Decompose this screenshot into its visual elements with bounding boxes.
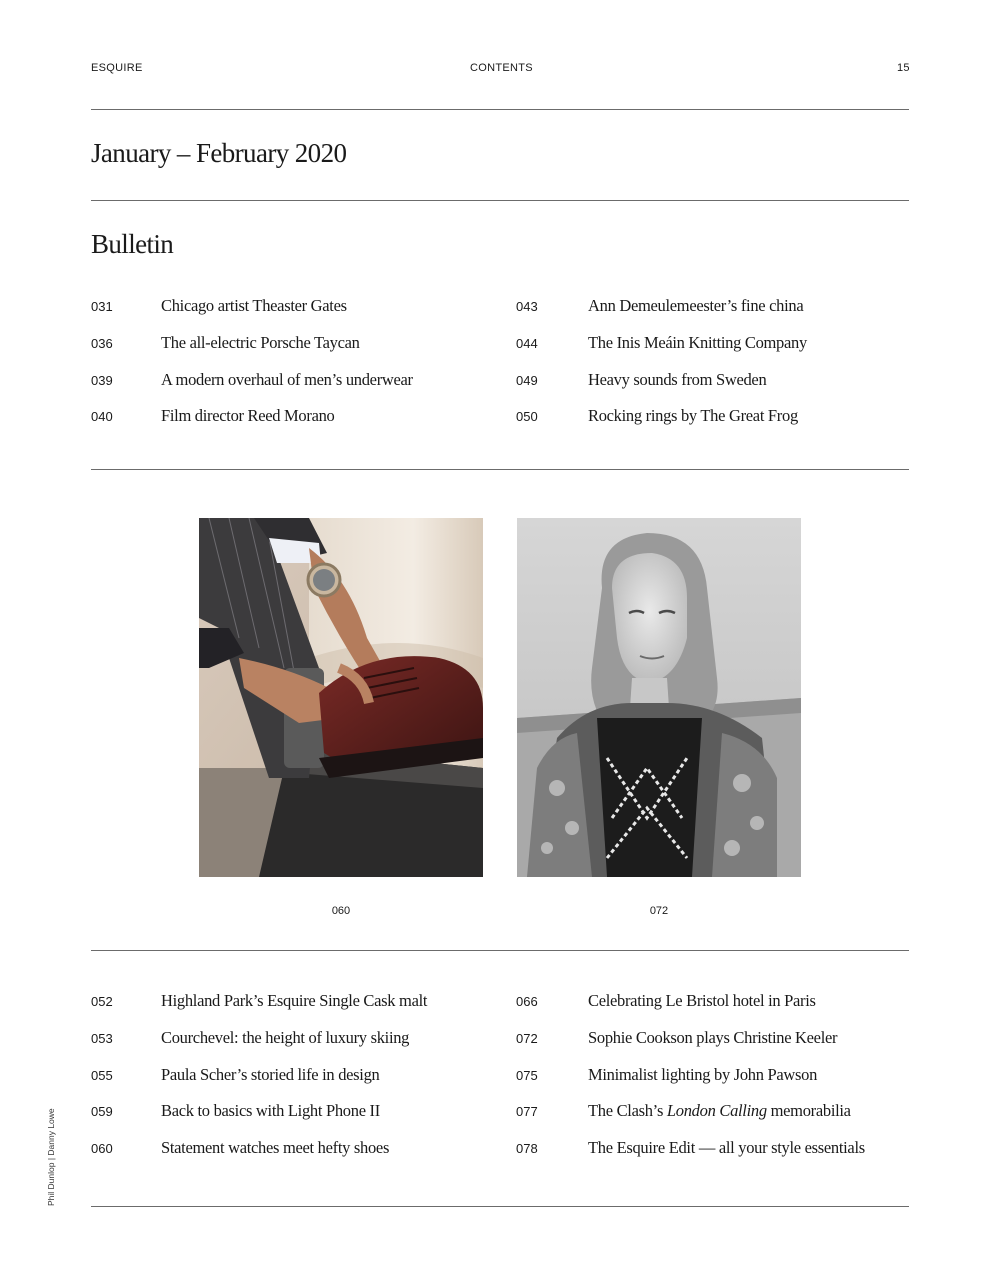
entry-page-number: 052 (91, 994, 113, 1009)
entry-page-number: 053 (91, 1031, 113, 1046)
entry-page-number: 078 (516, 1141, 538, 1156)
shoe-and-watch-photo[interactable] (199, 518, 483, 877)
entry-title: A modern overhaul of men’s underwear (161, 370, 413, 389)
portrait-photo[interactable] (517, 518, 801, 877)
entry-page-number: 066 (516, 994, 538, 1009)
entry-title (588, 1101, 851, 1121)
bulletin-rule (91, 469, 909, 470)
photos-rule (91, 950, 909, 951)
entry-title: Film director Reed Morano (161, 406, 335, 425)
entry-page-number: 043 (516, 299, 538, 314)
entry-title: Heavy sounds from Sweden (588, 370, 767, 389)
entry-page-number: 039 (91, 373, 113, 388)
entry-title: Highland Park’s Esquire Single Cask malt (161, 991, 428, 1010)
entry-page-number: 050 (516, 409, 538, 424)
photo-caption-page: 060 (331, 905, 351, 917)
entry-page-number: 044 (516, 336, 538, 351)
section-title: Bulletin (91, 229, 174, 259)
entry-title: Paula Scher’s storied life in design (161, 1065, 380, 1084)
entry-page-number: 055 (91, 1068, 113, 1083)
entry-title: Courchevel: the height of luxury skiing (161, 1028, 410, 1047)
entry-page-number: 072 (516, 1031, 538, 1046)
entry-page-number: 031 (91, 299, 113, 314)
entry-title: The Inis Meáin Knitting Company (588, 333, 807, 352)
entry-title: Statement watches meet hefty shoes (161, 1138, 390, 1157)
entry-title: Back to basics with Light Phone II (161, 1101, 380, 1120)
issue-title: January – February 2020 (91, 138, 347, 168)
shoe-and-watch-illustration (199, 518, 483, 877)
entry-title-end: memorabilia (766, 1101, 851, 1120)
entry-page-number: 049 (516, 373, 538, 388)
entry-page-number: 040 (91, 409, 113, 424)
entry-title: Ann Demeulemeester’s fine china (588, 296, 804, 315)
entry-title: Rocking rings by The Great Frog (588, 406, 798, 425)
photo-credit: Phil Dunlop | Danny Lowe (46, 1108, 56, 1206)
magazine-name: ESQUIRE (91, 62, 143, 74)
entry-title: Celebrating Le Bristol hotel in Paris (588, 991, 816, 1010)
entry-page-number: 036 (91, 336, 113, 351)
footer-rule (91, 1206, 909, 1207)
entry-page-number: 060 (91, 1141, 113, 1156)
section-label: CONTENTS (470, 62, 533, 74)
entry-title: Chicago artist Theaster Gates (161, 296, 347, 315)
entry-page-number: 077 (516, 1104, 538, 1119)
photo-caption-page: 072 (649, 905, 669, 917)
entry-title: Minimalist lighting by John Pawson (588, 1065, 818, 1084)
entry-title: The all-electric Porsche Taycan (161, 333, 360, 352)
entry-title: The Esquire Edit — all your style essentials (588, 1138, 865, 1157)
portrait-illustration (517, 518, 801, 877)
entry-page-number: 059 (91, 1104, 113, 1119)
entry-title-italic: London Calling (666, 1101, 767, 1120)
header-rule (91, 109, 909, 110)
entry-page-number: 075 (516, 1068, 538, 1083)
entry-title-start: The Clash’s (588, 1101, 667, 1120)
page-number: 15 (897, 62, 910, 74)
issue-rule (91, 200, 909, 201)
entry-title: Sophie Cookson plays Christine Keeler (588, 1028, 838, 1047)
